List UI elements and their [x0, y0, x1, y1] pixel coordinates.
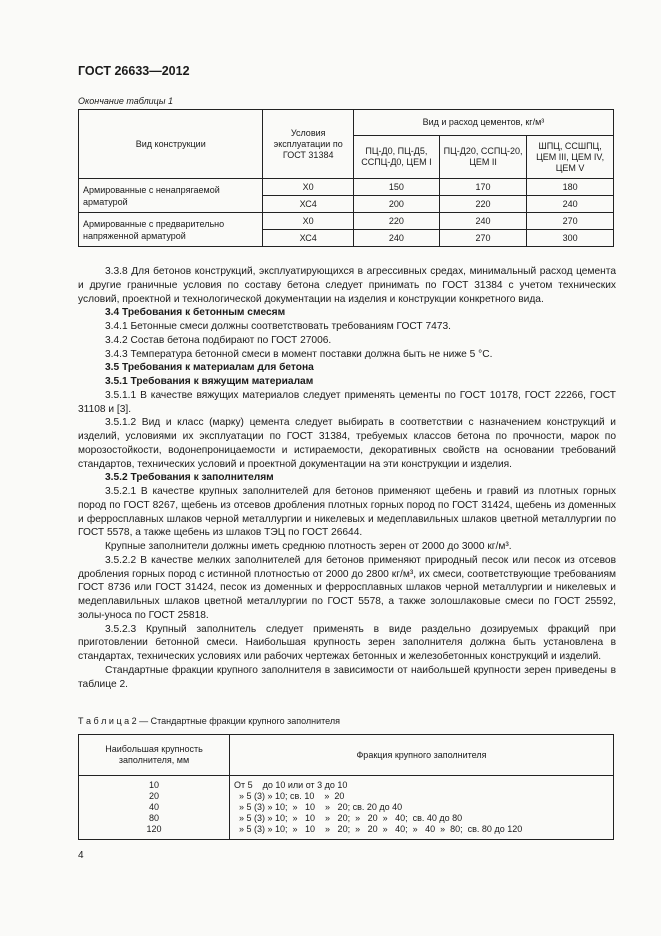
condition-cell: ХС4 [263, 230, 353, 247]
value-cell: 240 [439, 213, 526, 230]
col-cement-2-header: ПЦ-Д20, ССПЦ-20, ЦЕМ II [439, 136, 526, 179]
fractions-cell: От 5 до 10 или от 3 до 10 » 5 (3) » 10; св. 10 » 20 » 5 (3) » 10; » 10 » 20; св. 20 до 40 » 5 (3) » 10; » 10 » 20; » 20 » 40; св. 40 до 80 » 5 (3) » 10; » 10 » 20; » 20 » 40; » 40 » 80; св. 80 до 120 [230, 776, 614, 840]
col-size-header: Наибольшая крупность заполнителя, мм [79, 735, 230, 776]
value-cell: 270 [439, 230, 526, 247]
table2-caption: Т а б л и ц а 2 — Стандартные фракции крупного заполнителя [78, 716, 340, 726]
paragraph-3-5-2-2: 3.5.2.2 В качестве мелких заполнителей для бетонов применяют природный песок или песок из отсевов дробления горных пород с истинной плотностью от 2000 до 2800 кг/м³, их смеси, соответствующие требованиям ГОСТ 8736 или ГОСТ 31424, песок из доменных и ферросплавных шлаков черной металлургии и никелевых и медеплавильных шлаков цветной металлургии по ГОСТ 5578, а также золошлаковые смеси по ГОСТ 25592, золы-уноса по ГОСТ 25818. [78, 554, 616, 621]
table1-caption: Окончание таблицы 1 [78, 96, 173, 106]
value-cell: 240 [527, 196, 614, 213]
value-cell: 200 [353, 196, 439, 213]
condition-cell: Х0 [263, 213, 353, 230]
value-cell: 170 [439, 179, 526, 196]
value-cell: 220 [353, 213, 439, 230]
paragraph-3-4-2: 3.4.2 Состав бетона подбирают по ГОСТ 27006. [105, 334, 332, 346]
page-title: ГОСТ 26633—2012 [78, 64, 190, 78]
aggregate-fractions-table [78, 734, 614, 840]
paragraph-3-5-2-3: 3.5.2.3 Крупный заполнитель следует применять в виде раздельно дозируемых фракций при приготовлении бетонной смеси. Наибольшая крупность зерен заполнителя должна быть установлена в стандартах, технических условиях или рабочих чертежах бетонных и железобетонных конструкций и изделий. [78, 623, 616, 662]
value-cell: 270 [527, 213, 614, 230]
table-row [79, 776, 614, 840]
construction-cell: Армированные с ненапрягаемой арматурой [79, 179, 263, 213]
col-fraction-header: Фракция крупного заполнителя [230, 735, 614, 776]
col-cement-group-header: Вид и расход цементов, кг/м³ [353, 110, 613, 136]
paragraph-3-4-1: 3.4.1 Бетонные смеси должны соответствовать требованиям ГОСТ 7473. [105, 321, 451, 332]
heading-3-5-2: 3.5.2 Требования к заполнителям [105, 472, 274, 484]
table-row [79, 213, 614, 230]
heading-3-4: 3.4 Требования к бетонным смесям [105, 307, 286, 319]
col-cement-1-header: ПЦ-Д0, ПЦ-Д5, ССПЦ-Д0, ЦЕМ I [353, 136, 439, 179]
condition-cell: Х0 [263, 179, 353, 196]
value-cell: 300 [527, 230, 614, 247]
col-cement-3-header: ШПЦ, ССШПЦ, ЦЕМ III, ЦЕМ IV, ЦЕМ V [527, 136, 614, 179]
paragraph-3-5-1-1: 3.5.1.1 В качестве вяжущих материалов следует применять цементы по ГОСТ 10178, ГОСТ 22266, ГОСТ 31108 и [3]. [78, 389, 616, 415]
construction-cell: Армированные с предварительно напряженной арматурой [79, 213, 263, 247]
value-cell: 180 [527, 179, 614, 196]
page-number: 4 [78, 850, 84, 861]
col-conditions-header: Условия эксплуатации по ГОСТ 31384 [263, 110, 353, 179]
value-cell: 240 [353, 230, 439, 247]
paragraph-3-5-2-1: 3.5.2.1 В качестве крупных заполнителей для бетонов применяют щебень и гравий из плотных горных пород по ГОСТ 8267, щебень из отсевов дробления плотных горных пород по ГОСТ 31424, щебень из доменных и ферросплавных шлаков черной металлургии и никелевых и медеплавильных шлаков цветной металлургии по ГОСТ 5578, а также щебень из шлаков ТЭЦ по ГОСТ 26644. [78, 486, 616, 539]
value-cell: 150 [353, 179, 439, 196]
paragraph-density: Крупные заполнители должны иметь среднюю плотность зерен от 2000 до 3000 кг/м³. [105, 541, 512, 552]
body-text [78, 265, 616, 691]
paragraph-fractions: Стандартные фракции крупного заполнителя в зависимости от наибольшей крупности зерен приведены в таблице 2. [78, 664, 616, 690]
cement-consumption-table [78, 109, 614, 247]
paragraph-3-4-3: 3.4.3 Температура бетонной смеси в момент поставки должна быть не ниже 5 °С. [105, 348, 493, 360]
condition-cell: ХС4 [263, 196, 353, 213]
heading-3-5-1: 3.5.1 Требования к вяжущим материалам [105, 376, 314, 387]
sizes-cell: 10 20 40 80 120 [79, 776, 230, 840]
heading-3-5: 3.5 Требования к материалам для бетона [105, 362, 314, 374]
paragraph-3-3-8: 3.3.8 Для бетонов конструкций, эксплуатирующихся в агрессивных средах, минимальный расход цемента и другие граничные условия по составу бетона следует принимать по ГОСТ 31384 с учетом технических условий, проектной и технологической документации на изделия и конструкции конкретного вида. [78, 266, 616, 305]
table-row [79, 179, 614, 196]
col-construction-header: Вид конструкции [79, 110, 263, 179]
value-cell: 220 [439, 196, 526, 213]
paragraph-3-5-1-2: 3.5.1.2 Вид и класс (марку) цемента следует выбирать в соответствии с назначением конструкций и изделий, условиями их эксплуатации по ГОСТ 31384, требуемых классов бетона по прочности, марок по морозостойкости, водонепроницаемости и истираемости, декоративных свойств на основании требований стандартов, технических условий и проектной документации на эти конструкции и изделия. [78, 417, 616, 470]
